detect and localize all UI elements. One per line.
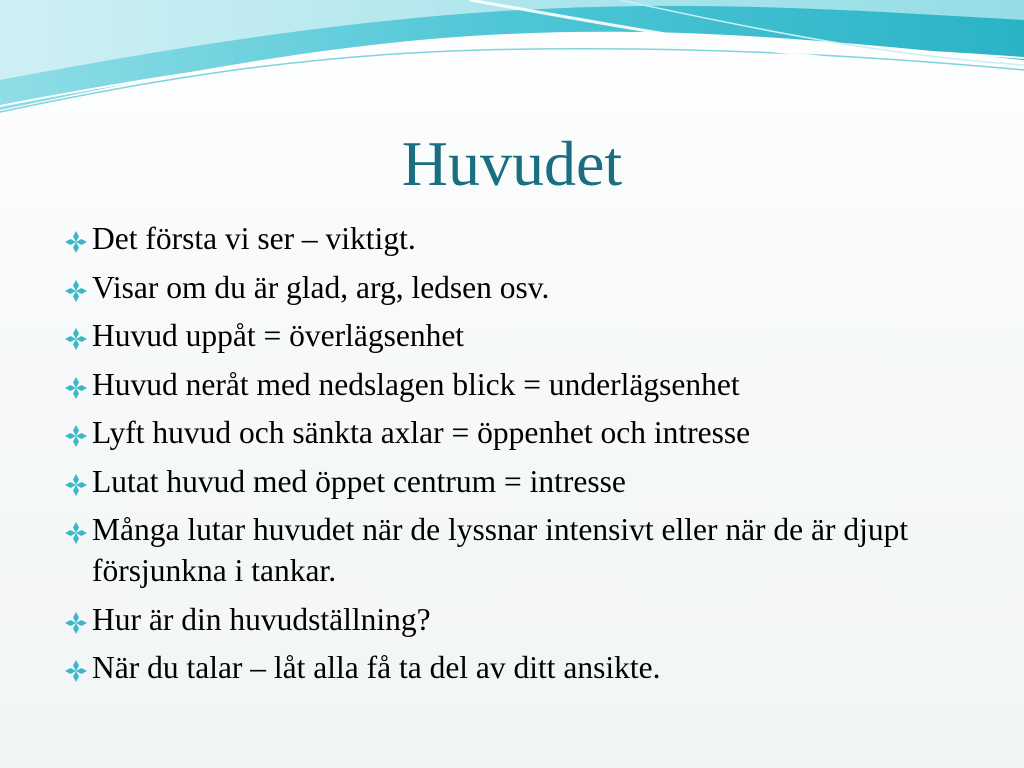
bullet-text: Visar om du är glad, arg, ledsen osv. <box>92 269 550 305</box>
slide-title: Huvudet <box>401 128 623 199</box>
diamond-bullet-icon <box>64 424 88 448</box>
bullet-list <box>62 218 962 696</box>
bullet-text: Många lutar huvudet när de lyssnar intensivt eller när de är djupt försjunkna i tankar. <box>92 512 909 588</box>
diamond-bullet-icon <box>64 376 88 400</box>
bullet-text: Huvud uppåt = överlägsenhet <box>92 318 465 353</box>
diamond-bullet-icon <box>64 521 88 545</box>
bullet-text: Lyft huvud och sänkta axlar = öppenhet och intresse <box>92 415 751 450</box>
bullet-text: När du talar – låt alla få ta del av ditt ansikte. <box>92 650 661 685</box>
bullet-text: Hur är din huvudställning? <box>92 601 431 637</box>
diamond-bullet-icon <box>64 230 88 254</box>
diamond-bullet-icon <box>64 611 88 635</box>
bullet-item <box>62 412 962 453</box>
diamond-bullet-icon <box>64 473 88 497</box>
bullet-item <box>62 218 962 259</box>
bullet-text: Det första vi ser – viktigt. <box>92 221 416 256</box>
diamond-bullet-icon <box>64 659 88 683</box>
diamond-bullet-icon <box>64 279 88 303</box>
bullet-item <box>62 647 962 688</box>
bullet-text: Huvud neråt med nedslagen blick = underlägsenhet <box>92 366 740 402</box>
bullet-item <box>62 267 962 308</box>
diamond-bullet-icon <box>64 327 88 351</box>
bullet-item <box>62 461 962 502</box>
bullet-text: Lutat huvud med öppet centrum = intresse <box>92 463 626 499</box>
header-wave-decoration <box>0 0 1024 130</box>
bullet-item <box>62 364 962 405</box>
bullet-item <box>62 509 962 591</box>
bullet-item <box>62 599 962 640</box>
bullet-item <box>62 315 962 356</box>
